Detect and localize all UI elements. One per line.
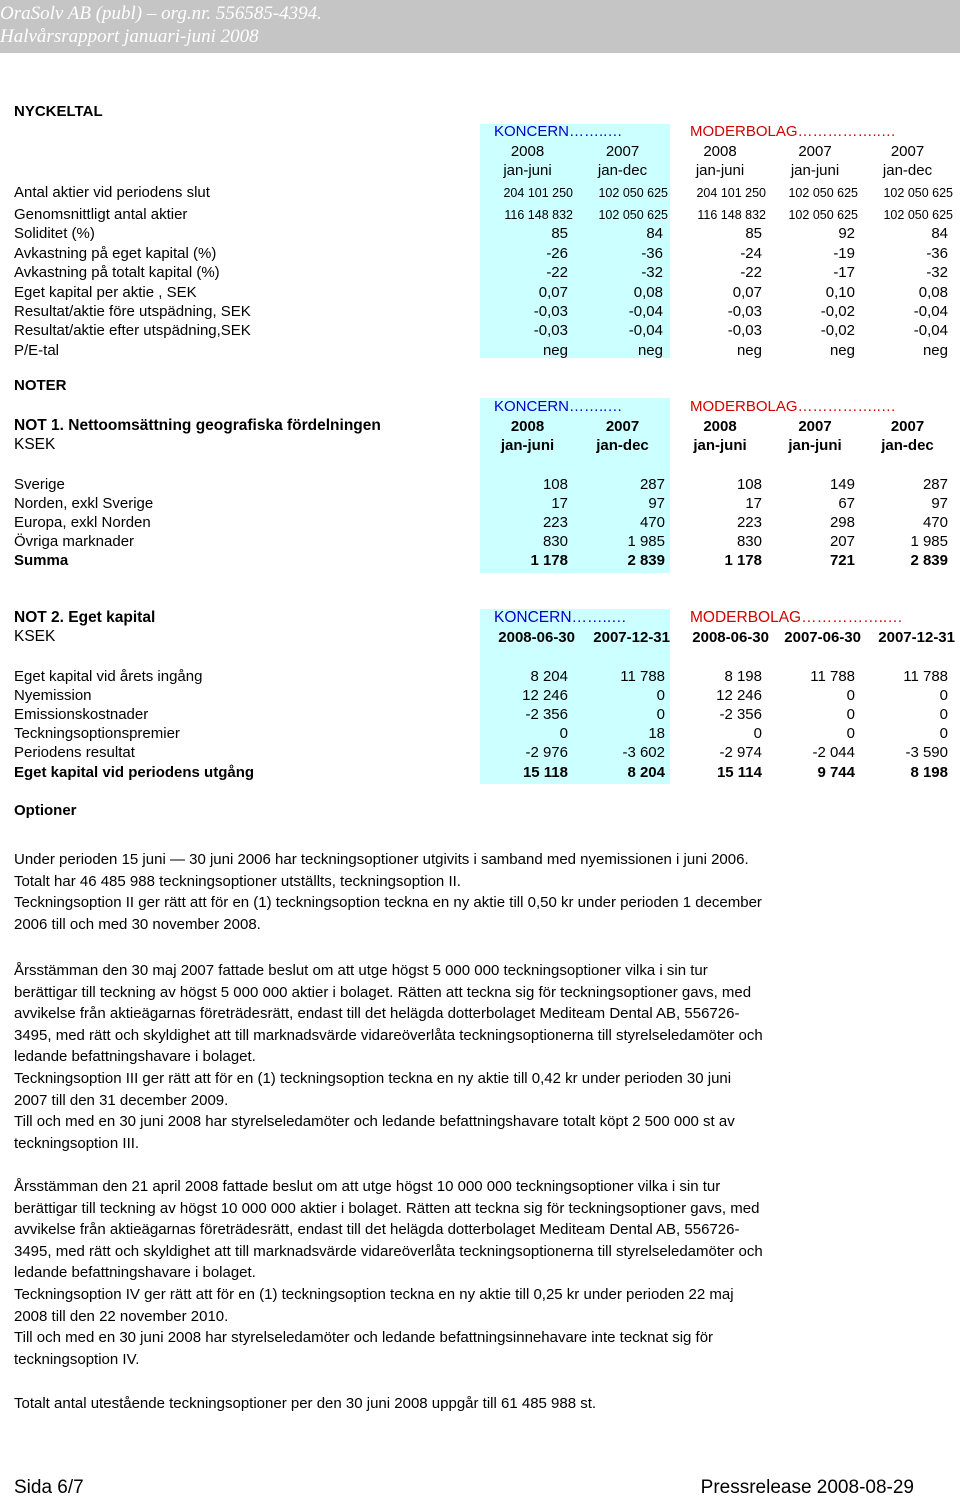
column-period: jan-juni — [695, 162, 745, 179]
cell: -3 602 — [622, 744, 665, 761]
cell: 85 — [551, 225, 568, 242]
page-number: Sida 6/7 — [14, 1477, 84, 1498]
text-line: Under perioden 15 juni — 30 juni 2006 har teckningsoptioner utgivits i samband med nyemissionen i juni 2006. — [14, 851, 749, 868]
optioner-paragraph-1 — [14, 849, 949, 935]
not1-unit: KSEK — [14, 436, 56, 453]
cell: 0 — [939, 706, 948, 723]
column-date: 2007-06-30 — [784, 629, 861, 646]
column-period: jan-juni — [693, 437, 747, 454]
cell: 11 788 — [620, 668, 665, 685]
cell: 12 246 — [716, 687, 762, 704]
cell: 0,08 — [918, 284, 948, 301]
nyckeltal-title: NYCKELTAL — [14, 103, 103, 120]
cell: 102 050 625 — [788, 208, 858, 222]
cell: 1 985 — [910, 533, 948, 550]
text-line: Till och med en 30 juni 2008 har styrelseledamöter och ledande befattningshavare totalt köpt 2 500 000 st av — [14, 1113, 735, 1131]
row-label: Nyemission — [14, 687, 92, 704]
cell: 102 050 625 — [883, 186, 953, 200]
cell: neg — [922, 342, 948, 359]
text-line: Teckningsoption II ger rätt att för en (1) teckningsoption teckna en ny aktie till 0,50 kr under perioden 1 december — [14, 894, 762, 912]
cell: 298 — [829, 514, 855, 531]
text-line: 3495, med rätt och skyldighet att till marknadsvärde vidareöverlåta teckningsoptionerna till styrelseledamöter och — [14, 1242, 763, 1260]
text-line: Årsstämman den 30 maj 2007 fattade beslut om att utge högst 5 000 000 teckningsoptioner vilka i sin tur — [14, 962, 708, 979]
text-line: 2007 till den 31 december 2009. — [14, 1091, 229, 1109]
report-title: Halvårsrapport januari-juni 2008 — [0, 26, 259, 47]
not2-unit: KSEK — [14, 628, 56, 645]
cell: -0,03 — [727, 322, 762, 339]
release-date: Pressrelease 2008-08-29 — [700, 1477, 914, 1498]
cell: 287 — [922, 476, 948, 493]
cell: 1 178 — [724, 552, 762, 569]
cell: -0,03 — [533, 322, 568, 339]
column-date: 2007-12-31 — [593, 629, 670, 646]
text-line: Teckningsoption IV ger rätt att för en (1) teckningsoption teckna en ny aktie till 0,25 kr under perioden 22 maj — [14, 1285, 734, 1303]
text-line: avvikelse från aktieägarnas företrädesrätt, endast till det helägda dotterbolaget Mediteam Dental AB, 556726- — [14, 1221, 740, 1239]
cell: -36 — [641, 245, 663, 262]
cell: 102 050 625 — [788, 186, 858, 200]
cell: 0 — [753, 725, 762, 742]
cell: 8 198 — [910, 764, 948, 781]
cell: 17 — [551, 495, 568, 512]
column-year: 2007 — [798, 418, 832, 435]
cell: 1 985 — [627, 533, 665, 550]
page-header — [0, 0, 960, 53]
text-line: 2008 till den 22 november 2010. — [14, 1307, 229, 1325]
row-label: P/E-tal — [14, 342, 60, 359]
row-label: Europa, exkl Norden — [14, 514, 151, 531]
cell: -3 590 — [905, 744, 948, 761]
cell: 470 — [922, 514, 948, 531]
noter-title: NOTER — [14, 377, 67, 394]
row-label: Resultat/aktie efter utspädning,SEK — [14, 322, 251, 339]
cell: 15 114 — [716, 764, 762, 781]
cell: 0 — [846, 725, 855, 742]
cell: 830 — [736, 533, 762, 550]
cell: 0 — [846, 706, 855, 723]
column-period: jan-dec — [596, 437, 649, 454]
optioner-paragraph-2 — [14, 960, 949, 1154]
cell: -19 — [833, 245, 855, 262]
not2-moderbolag-heading: MODERBOLAG……………..… — [690, 609, 903, 626]
cell: -32 — [926, 264, 948, 281]
text-line: berättigar till teckning av högst 10 000 000 aktier i bolaget. Rätten att teckna sig för teckningsoptioner gavs, med — [14, 1199, 760, 1217]
cell: 116 148 832 — [504, 208, 573, 222]
not1-title: NOT 1. Nettoomsättning geografiska fördelningen — [14, 417, 381, 434]
text-line: Till och med en 30 juni 2008 har styrelseledamöter och ledande befattningsinnehavare inte tecknat sig för — [14, 1329, 714, 1347]
not1-moderbolag-heading: MODERBOLAG……………..… — [690, 398, 896, 415]
text-line: teckningsoption IV. — [14, 1350, 140, 1368]
column-date: 2008-06-30 — [692, 629, 769, 646]
column-date: 2007-12-31 — [878, 629, 955, 646]
row-label: Antal aktier vid periodens slut — [14, 184, 210, 201]
column-year: 2008 — [703, 418, 737, 435]
column-year: 2008 — [510, 418, 545, 435]
cell: 15 118 — [522, 764, 568, 781]
cell: 18 — [648, 725, 665, 742]
column-year: 2008 — [510, 143, 545, 160]
cell: 102 050 625 — [883, 208, 953, 222]
cell: 11 788 — [903, 668, 948, 685]
not2-koncern-heading: KONCERN……..… — [494, 609, 627, 626]
row-label: Emissionskostnader — [14, 706, 149, 723]
column-period: jan-dec — [881, 437, 934, 454]
cell: 721 — [829, 552, 855, 569]
cell: -0,03 — [533, 303, 568, 320]
cell: 207 — [829, 533, 855, 550]
cell: 108 — [542, 476, 568, 493]
column-year: 2007 — [605, 143, 640, 160]
cell: 2 839 — [910, 552, 948, 569]
cell: -0,04 — [628, 322, 663, 339]
cell: -0,02 — [820, 303, 855, 320]
cell: 0 — [846, 687, 855, 704]
cell: 84 — [646, 225, 663, 242]
text-line: avvikelse från aktieägarnas företrädesrätt, endast till det helägda dotterbolaget Mediteam Dental AB, 556726- — [14, 1005, 740, 1023]
cell: 67 — [838, 495, 855, 512]
cell: -2 974 — [719, 744, 762, 761]
row-label: Avkastning på eget kapital (%) — [14, 245, 217, 262]
cell: -36 — [926, 245, 948, 262]
cell: 0 — [656, 706, 665, 723]
text-line: 2006 till och med 30 november 2008. — [14, 915, 261, 933]
cell: 8 204 — [530, 668, 568, 685]
cell: 8 198 — [724, 668, 762, 685]
column-period: jan-dec — [597, 162, 648, 179]
optioner-title: Optioner — [14, 802, 77, 819]
cell: -2 356 — [525, 706, 568, 723]
cell: 204 101 250 — [503, 186, 573, 200]
row-label: Eget kapital vid årets ingång — [14, 668, 203, 685]
cell: 108 — [736, 476, 762, 493]
cell: -2 356 — [719, 706, 762, 723]
cell: neg — [829, 342, 855, 359]
cell: 149 — [829, 476, 855, 493]
row-label: Soliditet (%) — [14, 225, 95, 242]
cell: neg — [736, 342, 762, 359]
optioner-paragraph-3 — [14, 1176, 949, 1370]
cell: -22 — [740, 264, 762, 281]
column-period: jan-juni — [788, 437, 842, 454]
cell: -17 — [833, 264, 855, 281]
cell: 97 — [931, 495, 948, 512]
column-period: jan-juni — [790, 162, 840, 179]
column-year: 2007 — [890, 418, 925, 435]
cell: 17 — [745, 495, 762, 512]
cell: 9 744 — [817, 764, 855, 781]
cell: 287 — [639, 476, 665, 493]
text-line: teckningsoption III. — [14, 1134, 140, 1152]
row-label: Övriga marknader — [14, 533, 135, 550]
cell: 0,10 — [825, 284, 855, 301]
row-label: Periodens resultat — [14, 744, 135, 761]
cell: 102 050 625 — [598, 208, 668, 222]
cell: 0,07 — [732, 284, 762, 301]
row-label: Norden, exkl Sverige — [14, 495, 154, 512]
text-line: ledande befattningshavare i bolaget. — [14, 1264, 256, 1282]
row-label: Avkastning på totalt kapital (%) — [14, 264, 220, 281]
company-name: OraSolv AB (publ) – org.nr. 556585-4394. — [0, 3, 322, 24]
cell: -2 044 — [812, 744, 855, 761]
not2-title: NOT 2. Eget kapital — [14, 609, 156, 626]
text-line: Årsstämman den 21 april 2008 fattade beslut om att utge högst 10 000 000 teckningsoptioner vilka i sin tur — [14, 1178, 721, 1195]
cell: -2 976 — [525, 744, 568, 761]
text-line: Totalt antal utestående teckningsoptioner per den 30 juni 2008 uppgår till 61 485 988 st. — [14, 1395, 597, 1412]
cell: -32 — [641, 264, 663, 281]
text-line: ledande befattningshavare i bolaget. — [14, 1048, 256, 1066]
row-label: Genomsnittligt antal aktier — [14, 206, 188, 223]
column-year: 2008 — [703, 143, 737, 160]
cell: -0,02 — [820, 322, 855, 339]
cell: 11 788 — [810, 668, 855, 685]
cell: 0 — [939, 725, 948, 742]
cell: 97 — [648, 495, 665, 512]
cell: 0,08 — [633, 284, 663, 301]
moderbolag-heading: MODERBOLAG……………..… — [690, 123, 896, 140]
cell: neg — [542, 342, 568, 359]
row-label: Sverige — [14, 476, 65, 493]
column-period: jan-juni — [503, 162, 552, 179]
cell: -0,04 — [913, 322, 948, 339]
cell: 92 — [838, 225, 855, 242]
cell: 85 — [745, 225, 762, 242]
cell: 0 — [559, 725, 568, 742]
cell: 0 — [939, 687, 948, 704]
text-line: 3495, med rätt och skyldighet att till marknadsvärde vidareöverlåta teckningsoptionerna till styrelseledamöter och — [14, 1026, 763, 1044]
text-line: berättigar till teckning av högst 5 000 000 aktier i bolaget. Rätten att teckna sig för teckningsoptioner gavs, med — [14, 983, 752, 1001]
cell: 1 178 — [530, 552, 568, 569]
column-period: jan-juni — [500, 437, 555, 454]
cell: 12 246 — [522, 687, 568, 704]
cell: 0,07 — [538, 284, 568, 301]
optioner-paragraph-4 — [14, 1393, 949, 1415]
column-period: jan-dec — [882, 162, 933, 179]
row-label: Teckningsoptionspremier — [14, 725, 180, 742]
cell: -22 — [546, 264, 568, 281]
cell: -26 — [546, 245, 568, 262]
cell: 204 101 250 — [696, 186, 766, 200]
row-label: Summa — [14, 552, 69, 569]
cell: 84 — [931, 225, 948, 242]
cell: 470 — [639, 514, 665, 531]
text-line: Teckningsoption III ger rätt att för en (1) teckningsoption teckna en ny aktie till 0,42 kr under perioden 30 juni — [14, 1069, 732, 1087]
column-year: 2007 — [890, 143, 925, 160]
cell: 116 148 832 — [697, 208, 766, 222]
row-label: Eget kapital vid periodens utgång — [14, 764, 255, 781]
column-year: 2007 — [798, 143, 832, 160]
not1-koncern-heading: KONCERN……..… — [494, 398, 623, 415]
cell: 0 — [656, 687, 665, 704]
column-year: 2007 — [605, 418, 640, 435]
row-label: Resultat/aktie före utspädning, SEK — [14, 303, 251, 320]
cell: -0,03 — [727, 303, 762, 320]
cell: 830 — [542, 533, 568, 550]
koncern-heading: KONCERN……..… — [494, 123, 623, 140]
cell: 8 204 — [627, 764, 665, 781]
cell: -24 — [740, 245, 762, 262]
cell: 2 839 — [627, 552, 665, 569]
cell: 102 050 625 — [598, 186, 668, 200]
cell: 223 — [736, 514, 762, 531]
cell: 223 — [542, 514, 568, 531]
row-label: Eget kapital per aktie , SEK — [14, 284, 197, 301]
cell: -0,04 — [913, 303, 948, 320]
text-line: Totalt har 46 485 988 teckningsoptioner utställts, teckningsoption II. — [14, 872, 461, 890]
column-date: 2008-06-30 — [498, 629, 575, 646]
cell: -0,04 — [628, 303, 663, 320]
cell: neg — [637, 342, 663, 359]
